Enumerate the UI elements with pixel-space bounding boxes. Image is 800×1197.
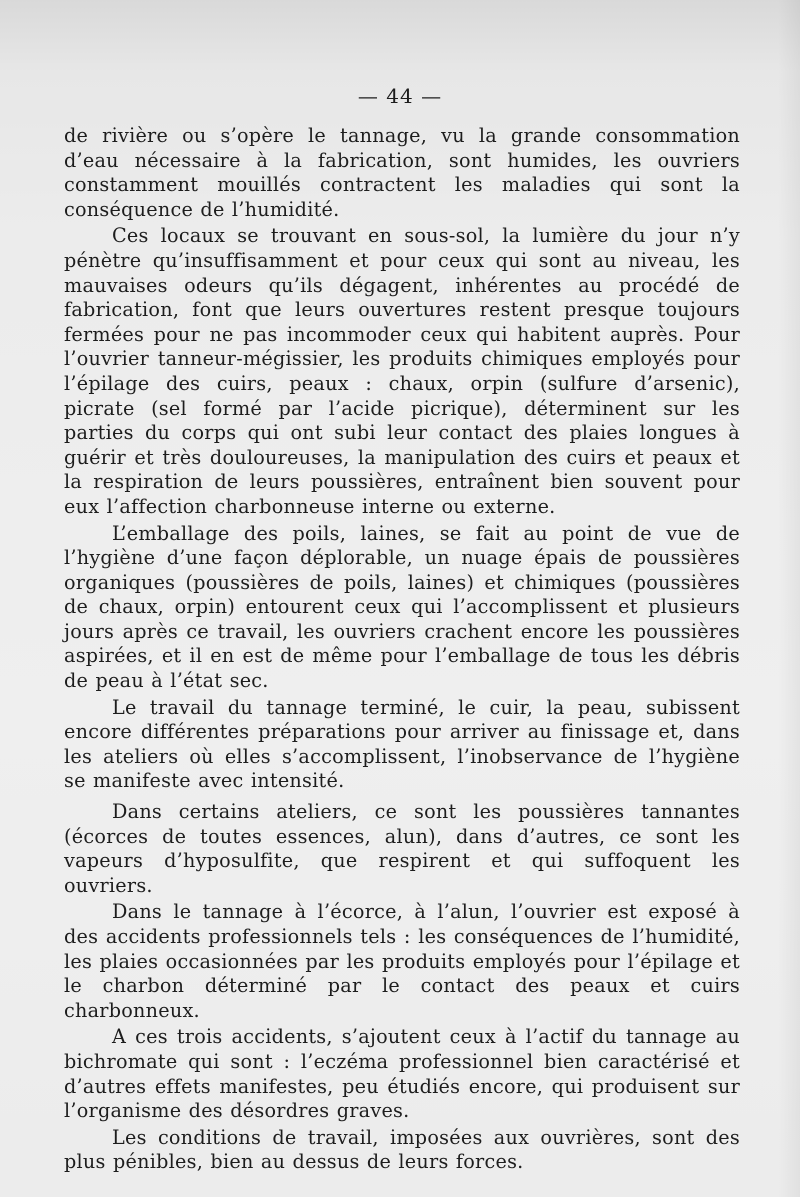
paragraph-continuation: de rivière ou s’opère le tannage, vu la grande consommation d’eau nécessaire à la fabrication, sont humides, les ouvriers constamment mouillés contractent les maladies qui sont la conséquence de l’humidité.	[64, 124, 740, 221]
body-text	[64, 124, 740, 1177]
paragraph-ateliers: Dans certains ateliers, ce sont les poussières tannantes (écorces de toutes essences, alun), dans d’autres, ce sont les vapeurs d’hyposulfite, que respirent et qui suffoquent les ouvriers.	[64, 800, 740, 897]
paragraph-bichromate: A ces trois accidents, s’ajoutent ceux à l’actif du tannage au bichromate qui sont : l’eczéma professionnel bien caractérisé et d’autres effets manifestes, peu étudiés encore, qui produisent sur l’organisme des désordres graves.	[64, 1025, 740, 1123]
page-number: — 44 —	[357, 84, 443, 108]
paragraph-locaux-sous-sol: Ces locaux se trouvant en sous-sol, la lumière du jour n’y pénètre qu’insuffisamment et pour ceux qui sont au niveau, les mauvaises odeurs qu’ils dégagent, inhérentes au procédé de fabrication, font que leurs ouvertures restent presque toujours fermées pour ne pas incommoder ceux qui habitent auprès. Pour l’ouvrier tanneur-mégissier, les produits chimiques employés pour l’épilage des cuirs, peaux : chaux, orpin (sulfure d’arsenic), picrate (sel formé par l’acide picrique), déterminent sur les parties du corps qui ont subi leur contact des plaies longues à guérir et très douloureuses, la manipulation des cuirs et peaux et la respiration de leurs poussières, entraînent bien souvent pour eux l’affection charbonneuse interne ou externe.	[64, 224, 740, 518]
paragraph-conditions-ouvrieres: Les conditions de travail, imposées aux ouvrières, sont des plus pénibles, bien au dessus de leurs forces.	[64, 1125, 740, 1174]
paragraph-travail-tannage: Le travail du tannage terminé, le cuir, la peau, subissent encore différentes préparations pour arriver au finissage et, dans les ateliers où elles s’accomplissent, l’inobservance de l’hygiène se manifeste avec intensité.	[64, 695, 740, 793]
paragraph-tannage-ecorce: Dans le tannage à l’écorce, à l’alun, l’ouvrier est exposé à des accidents professionnels tels : les conséquences de l’humidité, les plaies occasionnées par les produits employés pour l’épilage et le charbon déterminé par le contact des peaux et cuirs charbonneux.	[64, 900, 740, 1022]
paragraph-emballage: L’emballage des poils, laines, se fait au point de vue de l’hygiène d’une façon déplorable, un nuage épais de poussières organiques (poussières de poils, laines) et chimiques (poussières de chaux, orpin) entourent ceux qui l’accomplissent et plusieurs jours après ce travail, les ouvriers crachent encore les poussières aspirées, et il en est de même pour l’emballage de tous les débris de peau à l’état sec.	[64, 521, 740, 693]
